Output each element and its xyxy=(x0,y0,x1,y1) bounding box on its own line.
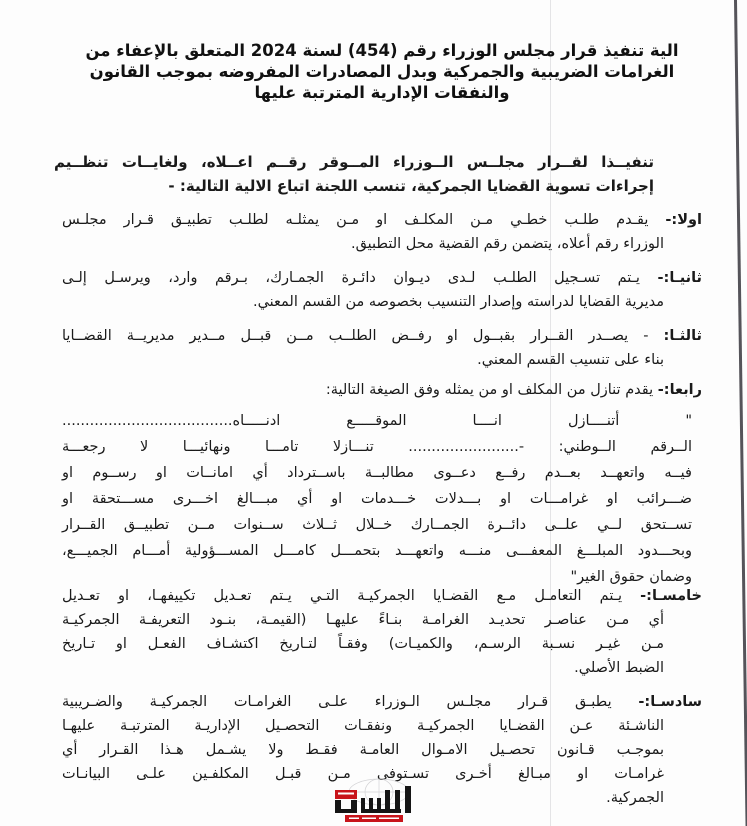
clause-text: أي مـن عناصـر تحديـد الغرامـة بنـاءً عليهـا (القيمـة، بنـود التعريفـة الجمركيـة xyxy=(62,612,664,628)
clause-fourth xyxy=(62,378,702,402)
clause-text: الضبط الأصلي. xyxy=(574,660,664,676)
waiver-line: وضمان حقوق الغير" xyxy=(570,569,692,585)
waiver-statement xyxy=(62,408,692,590)
clause-first xyxy=(62,208,702,256)
clause-label: ثانيـا:- xyxy=(657,270,702,286)
waiver-line: فيــه واتعهــد بعــدم رفــع دعــوى مطالبــة باســترداد أي امانــات او رســوم او xyxy=(62,465,692,481)
title-line: الية تنفيذ قرار مجلس الوزراء رقم (454) لسنة 2024 المتعلق بالإعفاء من xyxy=(85,41,679,60)
clause-second xyxy=(62,266,702,314)
clause-text: يقدم تنازل من المكلف او من يمثله وفق الصيغة التالية: xyxy=(325,382,654,398)
clause-text: بموجـب قـانون تحصـيل الامـوال العامـة فقـط ولا يشـمل هـذا القـرار أي xyxy=(62,742,664,758)
clause-text: - يصــدر القــرار بقبــول او رفــض الطلــب مــن قبــل مــدير مديريــة القضــايا xyxy=(62,328,649,344)
waiver-line: تســتحق لــي علــى دائــرة الجمــارك خــلال ثــلاث ســنوات مــن تطبيــق القــرار xyxy=(62,517,692,533)
document-title xyxy=(62,40,702,103)
clause-text: بناء على تنسيب القسم المعني. xyxy=(477,352,664,368)
newspaper-watermark-logo xyxy=(325,778,423,824)
clause-label: خامسـا:- xyxy=(640,588,702,604)
clause-text: يطبـق قـرار مجلـس الـوزراء علـى الغرامـات الجمركيـة والضـريبية xyxy=(62,694,612,710)
waiver-line: " أتنــــازل انــــا الموقـــــع ادنـــــاه..................................... xyxy=(62,413,692,429)
clause-third xyxy=(62,324,702,372)
intro-line: إجراءات تسوية القضايا الجمركية، تنسب اللجنة اتباع الالية التالية: - xyxy=(168,177,654,195)
clause-label: اولا:- xyxy=(665,212,703,228)
clause-label: سادسـا:- xyxy=(638,694,703,710)
clause-text: الوزراء رقم أعلاه، يتضمن رقم القضية محل التطبيق. xyxy=(350,236,664,252)
logo-graphic xyxy=(325,778,423,824)
title-line: والنفقات الإدارية المترتبة عليها xyxy=(254,83,510,102)
intro-paragraph xyxy=(54,150,654,198)
clause-text: يـتم تسـجيل الطلـب لـدى ديـوان دائـرة الجمـارك، بـرقم وارد، ويرسـل إلـى xyxy=(62,270,640,286)
waiver-line: ضـــرائب او غرامـــات او بـــدلات خـــدمات او أي مبـــالغ اخـــرى مســـتحقة او xyxy=(62,491,692,507)
clause-text: الناشـئة عـن القضـايا الجمركيـة ونفقـات التحصـيل الإداريـة المترتبـة عليهـا xyxy=(62,718,664,734)
intro-line: تنفيــذا لقــرار مجلــس الــوزراء المــوقر رقــم اعــلاه، ولغايــات تنظــيم xyxy=(54,153,654,171)
clause-text: يـتم التعامـل مـع القضـايا الجمركيـة التـي يـتم تعـديل تكييفهـا، او تعـديل xyxy=(62,588,622,604)
title-line: الغرامات الضريبية والجمركية وبدل المصادرات المفروضه بموجب القانون xyxy=(89,62,675,81)
page-edge-shadow xyxy=(734,0,747,826)
clause-label: ثالثـا: xyxy=(663,328,702,344)
waiver-line: الــرقم الــوطني: -........................ تنـــازلا تامـــا ونهائيـــا لا رجعـــة xyxy=(62,439,692,455)
waiver-line: وبحـــدود المبلـــغ المعفـــى منـــه واتعهـــد بتحمـــل كامـــل المســـؤولية أمـــام الجميـــع، xyxy=(62,543,692,559)
clause-text: مـن غيـر نسـبة الرسـم، والكميـات) وفقـاً لتـاريخ اكتشـاف الفعـل او تـاريخ xyxy=(62,636,664,652)
clause-text: غرامـات او مبـالغ أخـرى تسـتوفى مـن قبـل المكلفـين علـى البيانـات xyxy=(62,766,664,782)
clause-fifth xyxy=(62,584,702,680)
clause-text: مديرية القضايا لدراسته وإصدار التنسيب بخصوصه من القسم المعني. xyxy=(252,294,664,310)
clause-label: رابعا:- xyxy=(657,382,702,398)
clause-text: الجمركية. xyxy=(606,790,664,806)
clause-text: يقـدم طلـب خطـي مـن المكلـف او مـن يمثلـه لطلـب تطبيـق قـرار مجلـس xyxy=(62,212,649,228)
